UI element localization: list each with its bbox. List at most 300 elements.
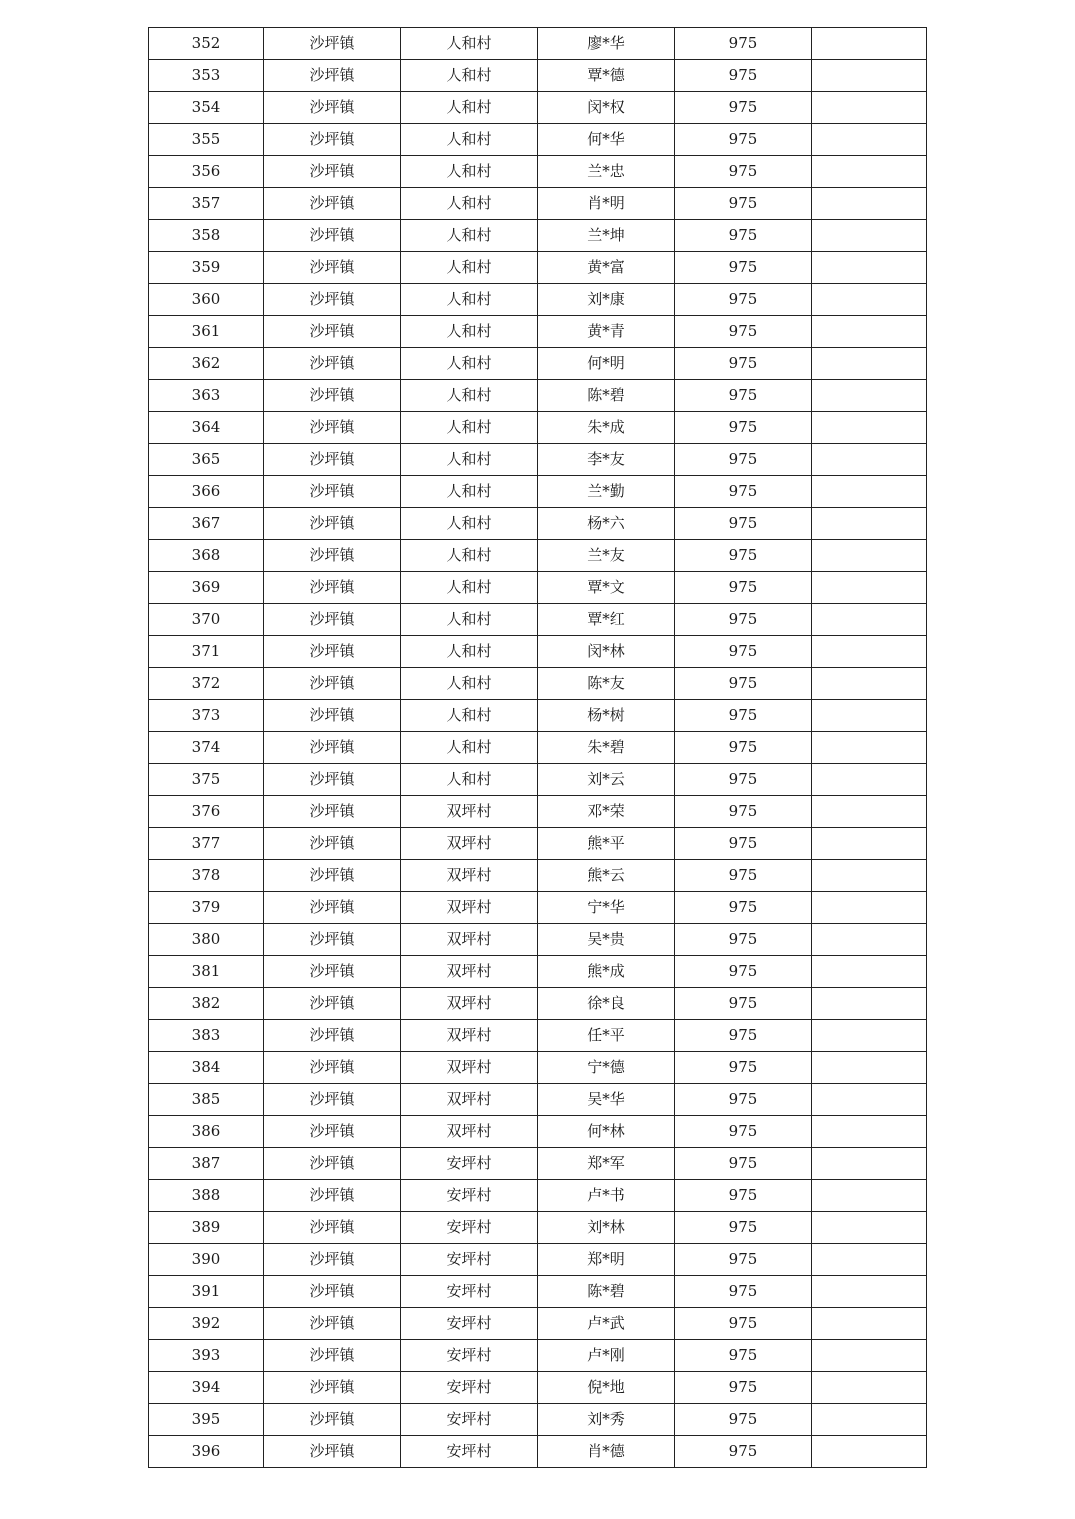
cell-note bbox=[812, 988, 927, 1020]
cell-serial-number: 377 bbox=[149, 828, 264, 860]
table-row bbox=[149, 1052, 927, 1084]
cell-town: 沙坪镇 bbox=[264, 1116, 401, 1148]
cell-name: 覃*红 bbox=[538, 604, 675, 636]
cell-note bbox=[812, 828, 927, 860]
cell-amount: 975 bbox=[675, 316, 812, 348]
cell-village: 人和村 bbox=[401, 380, 538, 412]
cell-note bbox=[812, 92, 927, 124]
cell-serial-number: 376 bbox=[149, 796, 264, 828]
cell-village: 人和村 bbox=[401, 316, 538, 348]
cell-amount: 975 bbox=[675, 1372, 812, 1404]
table-row bbox=[149, 1372, 927, 1404]
cell-amount: 975 bbox=[675, 604, 812, 636]
cell-serial-number: 391 bbox=[149, 1276, 264, 1308]
table-row bbox=[149, 572, 927, 604]
cell-town: 沙坪镇 bbox=[264, 444, 401, 476]
table-row bbox=[149, 1116, 927, 1148]
cell-name: 杨*树 bbox=[538, 700, 675, 732]
cell-town: 沙坪镇 bbox=[264, 124, 401, 156]
cell-village: 安坪村 bbox=[401, 1148, 538, 1180]
table-row bbox=[149, 1180, 927, 1212]
cell-town: 沙坪镇 bbox=[264, 1052, 401, 1084]
cell-note bbox=[812, 860, 927, 892]
cell-village: 人和村 bbox=[401, 220, 538, 252]
table-row bbox=[149, 156, 927, 188]
cell-amount: 975 bbox=[675, 572, 812, 604]
cell-note bbox=[812, 924, 927, 956]
cell-name: 任*平 bbox=[538, 1020, 675, 1052]
cell-serial-number: 358 bbox=[149, 220, 264, 252]
cell-amount: 975 bbox=[675, 284, 812, 316]
table-row bbox=[149, 924, 927, 956]
table-row bbox=[149, 476, 927, 508]
cell-town: 沙坪镇 bbox=[264, 892, 401, 924]
cell-serial-number: 378 bbox=[149, 860, 264, 892]
cell-village: 人和村 bbox=[401, 252, 538, 284]
cell-town: 沙坪镇 bbox=[264, 380, 401, 412]
cell-name: 兰*友 bbox=[538, 540, 675, 572]
cell-town: 沙坪镇 bbox=[264, 860, 401, 892]
table-row bbox=[149, 892, 927, 924]
table-row bbox=[149, 124, 927, 156]
cell-town: 沙坪镇 bbox=[264, 668, 401, 700]
cell-serial-number: 368 bbox=[149, 540, 264, 572]
cell-amount: 975 bbox=[675, 1148, 812, 1180]
cell-town: 沙坪镇 bbox=[264, 636, 401, 668]
cell-note bbox=[812, 636, 927, 668]
cell-village: 人和村 bbox=[401, 700, 538, 732]
cell-serial-number: 362 bbox=[149, 348, 264, 380]
cell-note bbox=[812, 700, 927, 732]
cell-town: 沙坪镇 bbox=[264, 540, 401, 572]
table-row bbox=[149, 28, 927, 60]
cell-town: 沙坪镇 bbox=[264, 1148, 401, 1180]
cell-town: 沙坪镇 bbox=[264, 1084, 401, 1116]
cell-serial-number: 387 bbox=[149, 1148, 264, 1180]
cell-village: 双坪村 bbox=[401, 988, 538, 1020]
cell-serial-number: 363 bbox=[149, 380, 264, 412]
table-row bbox=[149, 92, 927, 124]
cell-village: 双坪村 bbox=[401, 1020, 538, 1052]
cell-town: 沙坪镇 bbox=[264, 316, 401, 348]
table-row bbox=[149, 188, 927, 220]
cell-serial-number: 375 bbox=[149, 764, 264, 796]
cell-name: 卢*书 bbox=[538, 1180, 675, 1212]
cell-town: 沙坪镇 bbox=[264, 284, 401, 316]
table-row bbox=[149, 444, 927, 476]
cell-amount: 975 bbox=[675, 220, 812, 252]
cell-note bbox=[812, 220, 927, 252]
table-row bbox=[149, 1020, 927, 1052]
cell-name: 刘*秀 bbox=[538, 1404, 675, 1436]
table-row bbox=[149, 1436, 927, 1468]
cell-amount: 975 bbox=[675, 924, 812, 956]
cell-amount: 975 bbox=[675, 92, 812, 124]
cell-name: 卢*武 bbox=[538, 1308, 675, 1340]
cell-name: 闵*林 bbox=[538, 636, 675, 668]
cell-name: 徐*良 bbox=[538, 988, 675, 1020]
cell-amount: 975 bbox=[675, 956, 812, 988]
table-row bbox=[149, 700, 927, 732]
cell-note bbox=[812, 1436, 927, 1468]
cell-note bbox=[812, 1404, 927, 1436]
cell-note bbox=[812, 1052, 927, 1084]
cell-town: 沙坪镇 bbox=[264, 1404, 401, 1436]
cell-note bbox=[812, 252, 927, 284]
table-row bbox=[149, 1340, 927, 1372]
cell-serial-number: 395 bbox=[149, 1404, 264, 1436]
cell-serial-number: 369 bbox=[149, 572, 264, 604]
cell-note bbox=[812, 796, 927, 828]
cell-note bbox=[812, 764, 927, 796]
table-row bbox=[149, 956, 927, 988]
cell-name: 兰*坤 bbox=[538, 220, 675, 252]
cell-name: 吴*贵 bbox=[538, 924, 675, 956]
cell-name: 何*明 bbox=[538, 348, 675, 380]
cell-amount: 975 bbox=[675, 1052, 812, 1084]
cell-serial-number: 354 bbox=[149, 92, 264, 124]
cell-serial-number: 384 bbox=[149, 1052, 264, 1084]
cell-village: 人和村 bbox=[401, 124, 538, 156]
cell-note bbox=[812, 1020, 927, 1052]
cell-name: 肖*明 bbox=[538, 188, 675, 220]
cell-name: 覃*德 bbox=[538, 60, 675, 92]
cell-serial-number: 365 bbox=[149, 444, 264, 476]
cell-village: 双坪村 bbox=[401, 828, 538, 860]
cell-village: 安坪村 bbox=[401, 1180, 538, 1212]
cell-town: 沙坪镇 bbox=[264, 348, 401, 380]
cell-amount: 975 bbox=[675, 860, 812, 892]
cell-note bbox=[812, 1308, 927, 1340]
cell-amount: 975 bbox=[675, 156, 812, 188]
cell-serial-number: 355 bbox=[149, 124, 264, 156]
cell-town: 沙坪镇 bbox=[264, 924, 401, 956]
cell-serial-number: 380 bbox=[149, 924, 264, 956]
cell-serial-number: 374 bbox=[149, 732, 264, 764]
cell-serial-number: 359 bbox=[149, 252, 264, 284]
cell-village: 人和村 bbox=[401, 604, 538, 636]
cell-town: 沙坪镇 bbox=[264, 956, 401, 988]
cell-village: 安坪村 bbox=[401, 1308, 538, 1340]
roster-table-body bbox=[149, 28, 927, 1468]
table-row bbox=[149, 860, 927, 892]
cell-village: 双坪村 bbox=[401, 892, 538, 924]
cell-town: 沙坪镇 bbox=[264, 1372, 401, 1404]
cell-name: 卢*刚 bbox=[538, 1340, 675, 1372]
cell-amount: 975 bbox=[675, 1276, 812, 1308]
cell-note bbox=[812, 1148, 927, 1180]
cell-note bbox=[812, 604, 927, 636]
cell-village: 安坪村 bbox=[401, 1372, 538, 1404]
cell-town: 沙坪镇 bbox=[264, 732, 401, 764]
cell-village: 人和村 bbox=[401, 92, 538, 124]
cell-amount: 975 bbox=[675, 892, 812, 924]
cell-amount: 975 bbox=[675, 636, 812, 668]
cell-town: 沙坪镇 bbox=[264, 476, 401, 508]
cell-serial-number: 381 bbox=[149, 956, 264, 988]
cell-serial-number: 373 bbox=[149, 700, 264, 732]
cell-amount: 975 bbox=[675, 796, 812, 828]
cell-town: 沙坪镇 bbox=[264, 700, 401, 732]
cell-serial-number: 364 bbox=[149, 412, 264, 444]
cell-serial-number: 389 bbox=[149, 1212, 264, 1244]
cell-name: 陈*碧 bbox=[538, 1276, 675, 1308]
cell-note bbox=[812, 156, 927, 188]
cell-name: 朱*碧 bbox=[538, 732, 675, 764]
cell-note bbox=[812, 668, 927, 700]
cell-village: 人和村 bbox=[401, 284, 538, 316]
cell-village: 安坪村 bbox=[401, 1436, 538, 1468]
cell-name: 刘*康 bbox=[538, 284, 675, 316]
cell-name: 何*林 bbox=[538, 1116, 675, 1148]
cell-serial-number: 370 bbox=[149, 604, 264, 636]
cell-village: 双坪村 bbox=[401, 796, 538, 828]
cell-amount: 975 bbox=[675, 1020, 812, 1052]
cell-amount: 975 bbox=[675, 668, 812, 700]
cell-amount: 975 bbox=[675, 124, 812, 156]
cell-name: 廖*华 bbox=[538, 28, 675, 60]
cell-note bbox=[812, 1084, 927, 1116]
table-row bbox=[149, 348, 927, 380]
table-row bbox=[149, 1244, 927, 1276]
cell-village: 人和村 bbox=[401, 540, 538, 572]
cell-village: 人和村 bbox=[401, 412, 538, 444]
cell-note bbox=[812, 348, 927, 380]
cell-serial-number: 386 bbox=[149, 1116, 264, 1148]
cell-note bbox=[812, 124, 927, 156]
cell-note bbox=[812, 1212, 927, 1244]
cell-village: 人和村 bbox=[401, 60, 538, 92]
cell-town: 沙坪镇 bbox=[264, 828, 401, 860]
cell-town: 沙坪镇 bbox=[264, 412, 401, 444]
cell-village: 人和村 bbox=[401, 764, 538, 796]
cell-serial-number: 360 bbox=[149, 284, 264, 316]
cell-name: 邓*荣 bbox=[538, 796, 675, 828]
cell-amount: 975 bbox=[675, 188, 812, 220]
table-row bbox=[149, 540, 927, 572]
cell-town: 沙坪镇 bbox=[264, 1308, 401, 1340]
cell-amount: 975 bbox=[675, 444, 812, 476]
cell-town: 沙坪镇 bbox=[264, 220, 401, 252]
cell-note bbox=[812, 1180, 927, 1212]
cell-name: 杨*六 bbox=[538, 508, 675, 540]
cell-amount: 975 bbox=[675, 764, 812, 796]
cell-amount: 975 bbox=[675, 700, 812, 732]
table-row bbox=[149, 508, 927, 540]
cell-amount: 975 bbox=[675, 412, 812, 444]
cell-town: 沙坪镇 bbox=[264, 572, 401, 604]
table-row bbox=[149, 988, 927, 1020]
cell-name: 朱*成 bbox=[538, 412, 675, 444]
cell-town: 沙坪镇 bbox=[264, 1212, 401, 1244]
table-row bbox=[149, 764, 927, 796]
cell-name: 郑*明 bbox=[538, 1244, 675, 1276]
cell-name: 吴*华 bbox=[538, 1084, 675, 1116]
cell-town: 沙坪镇 bbox=[264, 28, 401, 60]
cell-note bbox=[812, 316, 927, 348]
cell-serial-number: 388 bbox=[149, 1180, 264, 1212]
cell-town: 沙坪镇 bbox=[264, 156, 401, 188]
table-row bbox=[149, 1308, 927, 1340]
cell-serial-number: 393 bbox=[149, 1340, 264, 1372]
cell-amount: 975 bbox=[675, 476, 812, 508]
cell-amount: 975 bbox=[675, 988, 812, 1020]
cell-town: 沙坪镇 bbox=[264, 188, 401, 220]
cell-name: 宁*华 bbox=[538, 892, 675, 924]
cell-note bbox=[812, 188, 927, 220]
cell-serial-number: 382 bbox=[149, 988, 264, 1020]
cell-note bbox=[812, 28, 927, 60]
cell-village: 人和村 bbox=[401, 188, 538, 220]
cell-name: 郑*军 bbox=[538, 1148, 675, 1180]
table-row bbox=[149, 252, 927, 284]
cell-village: 双坪村 bbox=[401, 1084, 538, 1116]
cell-town: 沙坪镇 bbox=[264, 988, 401, 1020]
cell-note bbox=[812, 1340, 927, 1372]
cell-village: 人和村 bbox=[401, 444, 538, 476]
cell-serial-number: 357 bbox=[149, 188, 264, 220]
cell-note bbox=[812, 476, 927, 508]
cell-village: 安坪村 bbox=[401, 1244, 538, 1276]
cell-note bbox=[812, 60, 927, 92]
table-row bbox=[149, 668, 927, 700]
table-row bbox=[149, 60, 927, 92]
table-row bbox=[149, 1276, 927, 1308]
cell-town: 沙坪镇 bbox=[264, 1180, 401, 1212]
cell-town: 沙坪镇 bbox=[264, 1020, 401, 1052]
cell-serial-number: 352 bbox=[149, 28, 264, 60]
table-row bbox=[149, 316, 927, 348]
cell-amount: 975 bbox=[675, 732, 812, 764]
cell-village: 双坪村 bbox=[401, 924, 538, 956]
table-row bbox=[149, 380, 927, 412]
cell-amount: 975 bbox=[675, 60, 812, 92]
cell-village: 双坪村 bbox=[401, 860, 538, 892]
cell-town: 沙坪镇 bbox=[264, 60, 401, 92]
cell-village: 人和村 bbox=[401, 348, 538, 380]
cell-name: 刘*云 bbox=[538, 764, 675, 796]
cell-name: 兰*忠 bbox=[538, 156, 675, 188]
cell-amount: 975 bbox=[675, 1180, 812, 1212]
table-row bbox=[149, 828, 927, 860]
cell-town: 沙坪镇 bbox=[264, 604, 401, 636]
cell-amount: 975 bbox=[675, 1436, 812, 1468]
cell-name: 熊*云 bbox=[538, 860, 675, 892]
cell-name: 宁*德 bbox=[538, 1052, 675, 1084]
cell-name: 肖*德 bbox=[538, 1436, 675, 1468]
cell-note bbox=[812, 444, 927, 476]
cell-village: 人和村 bbox=[401, 28, 538, 60]
table-row bbox=[149, 732, 927, 764]
cell-town: 沙坪镇 bbox=[264, 252, 401, 284]
cell-name: 兰*勤 bbox=[538, 476, 675, 508]
cell-serial-number: 361 bbox=[149, 316, 264, 348]
table-row bbox=[149, 1212, 927, 1244]
cell-note bbox=[812, 380, 927, 412]
cell-note bbox=[812, 1372, 927, 1404]
cell-note bbox=[812, 284, 927, 316]
cell-village: 人和村 bbox=[401, 636, 538, 668]
cell-name: 李*友 bbox=[538, 444, 675, 476]
table-row bbox=[149, 1404, 927, 1436]
cell-amount: 975 bbox=[675, 1404, 812, 1436]
roster-table bbox=[148, 27, 927, 1468]
cell-town: 沙坪镇 bbox=[264, 1436, 401, 1468]
cell-village: 人和村 bbox=[401, 156, 538, 188]
cell-note bbox=[812, 1116, 927, 1148]
cell-serial-number: 394 bbox=[149, 1372, 264, 1404]
cell-name: 何*华 bbox=[538, 124, 675, 156]
cell-village: 安坪村 bbox=[401, 1340, 538, 1372]
cell-village: 双坪村 bbox=[401, 1052, 538, 1084]
cell-name: 倪*地 bbox=[538, 1372, 675, 1404]
cell-note bbox=[812, 508, 927, 540]
cell-serial-number: 396 bbox=[149, 1436, 264, 1468]
cell-name: 熊*平 bbox=[538, 828, 675, 860]
cell-serial-number: 356 bbox=[149, 156, 264, 188]
cell-note bbox=[812, 956, 927, 988]
cell-village: 人和村 bbox=[401, 572, 538, 604]
cell-village: 双坪村 bbox=[401, 1116, 538, 1148]
table-row bbox=[149, 284, 927, 316]
cell-amount: 975 bbox=[675, 348, 812, 380]
cell-note bbox=[812, 1244, 927, 1276]
cell-amount: 975 bbox=[675, 1116, 812, 1148]
cell-note bbox=[812, 540, 927, 572]
cell-town: 沙坪镇 bbox=[264, 764, 401, 796]
cell-amount: 975 bbox=[675, 380, 812, 412]
cell-town: 沙坪镇 bbox=[264, 1340, 401, 1372]
cell-name: 刘*林 bbox=[538, 1212, 675, 1244]
cell-serial-number: 385 bbox=[149, 1084, 264, 1116]
cell-town: 沙坪镇 bbox=[264, 1276, 401, 1308]
cell-name: 黄*青 bbox=[538, 316, 675, 348]
cell-name: 陈*碧 bbox=[538, 380, 675, 412]
cell-note bbox=[812, 572, 927, 604]
cell-village: 安坪村 bbox=[401, 1212, 538, 1244]
table-row bbox=[149, 796, 927, 828]
cell-name: 熊*成 bbox=[538, 956, 675, 988]
cell-town: 沙坪镇 bbox=[264, 796, 401, 828]
cell-note bbox=[812, 732, 927, 764]
cell-amount: 975 bbox=[675, 1340, 812, 1372]
cell-village: 人和村 bbox=[401, 732, 538, 764]
cell-village: 双坪村 bbox=[401, 956, 538, 988]
table-row bbox=[149, 1084, 927, 1116]
cell-serial-number: 392 bbox=[149, 1308, 264, 1340]
cell-serial-number: 379 bbox=[149, 892, 264, 924]
table-row bbox=[149, 412, 927, 444]
cell-amount: 975 bbox=[675, 540, 812, 572]
table-row bbox=[149, 636, 927, 668]
cell-town: 沙坪镇 bbox=[264, 92, 401, 124]
cell-village: 安坪村 bbox=[401, 1404, 538, 1436]
cell-name: 黄*富 bbox=[538, 252, 675, 284]
cell-name: 陈*友 bbox=[538, 668, 675, 700]
cell-village: 安坪村 bbox=[401, 1276, 538, 1308]
cell-note bbox=[812, 1276, 927, 1308]
cell-amount: 975 bbox=[675, 252, 812, 284]
cell-village: 人和村 bbox=[401, 508, 538, 540]
cell-name: 闵*权 bbox=[538, 92, 675, 124]
cell-village: 人和村 bbox=[401, 476, 538, 508]
cell-serial-number: 371 bbox=[149, 636, 264, 668]
cell-serial-number: 383 bbox=[149, 1020, 264, 1052]
table-row bbox=[149, 604, 927, 636]
cell-note bbox=[812, 412, 927, 444]
cell-amount: 975 bbox=[675, 1244, 812, 1276]
cell-serial-number: 367 bbox=[149, 508, 264, 540]
